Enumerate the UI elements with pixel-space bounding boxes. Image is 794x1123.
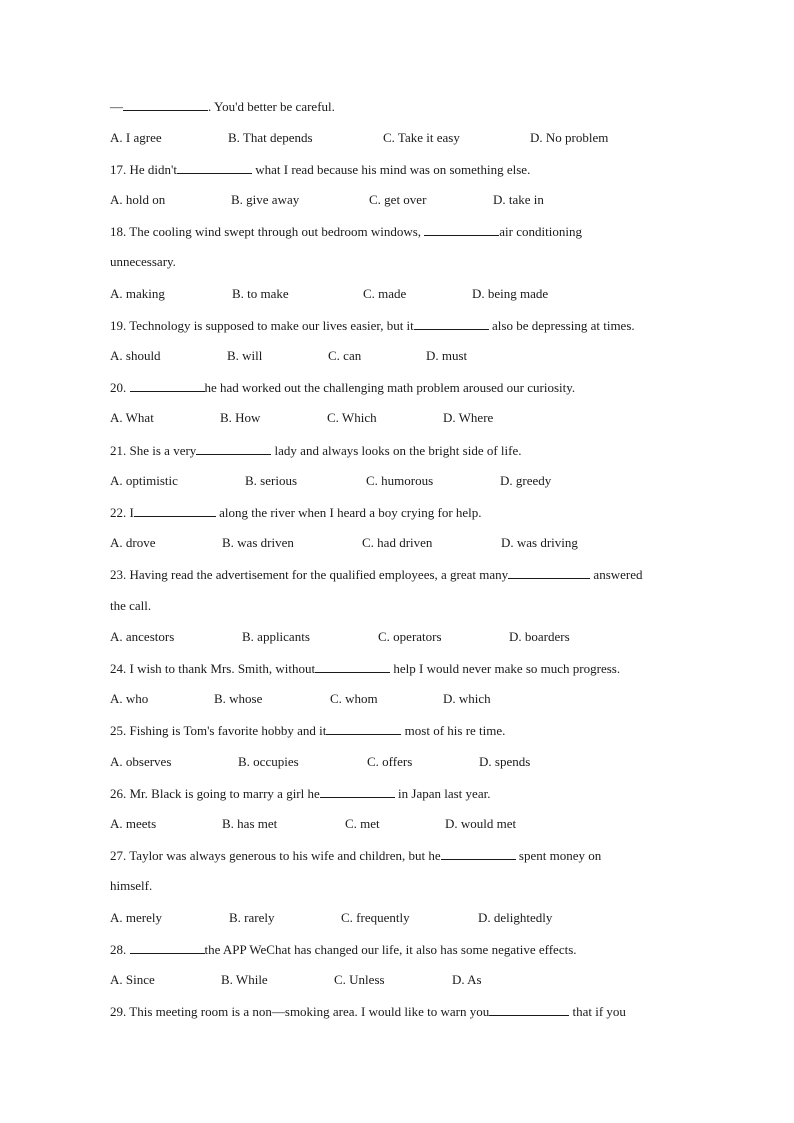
option-a[interactable]: A. observes [110, 754, 172, 769]
q28-text-after: the APP WeChat has changed our life, it also has some negative effects. [204, 942, 577, 957]
answer-blank[interactable] [424, 223, 499, 236]
answer-blank[interactable] [315, 660, 390, 673]
option-c[interactable]: C. frequently [341, 910, 410, 925]
q24-stem [110, 660, 620, 677]
option-d[interactable]: D. boarders [509, 629, 570, 644]
option-d[interactable]: D. which [443, 691, 491, 706]
option-c[interactable]: C. operators [378, 629, 442, 644]
option-c[interactable]: C. can [328, 348, 362, 363]
option-b[interactable]: B. serious [245, 473, 297, 488]
answer-blank[interactable] [489, 1003, 569, 1016]
q19-text-after: also be depressing at times. [488, 318, 635, 333]
option-a[interactable]: A. optimistic [110, 473, 178, 488]
option-b[interactable]: B. That depends [228, 130, 313, 145]
q18-stem [110, 223, 582, 240]
q27-text-after: spent money on [515, 848, 602, 863]
option-a[interactable]: A. What [110, 410, 154, 425]
q22-text-before: 22. I [110, 505, 134, 520]
option-a[interactable]: A. I agree [110, 130, 162, 145]
option-a[interactable]: A. who [110, 691, 149, 706]
q18-text-after: air conditioning [499, 224, 582, 239]
q16-text: . You'd better be careful. [208, 99, 335, 114]
q29-text-before: 29. This meeting room is a non—smoking area. I would like to warn you [110, 1004, 490, 1019]
option-c[interactable]: C. offers [367, 754, 413, 769]
option-d[interactable]: D. spends [479, 754, 531, 769]
option-b[interactable]: B. rarely [229, 910, 275, 925]
q18-stem-cont: unnecessary. [110, 254, 176, 269]
answer-blank[interactable] [441, 847, 516, 860]
answer-blank[interactable] [130, 379, 205, 392]
q25-text-before: 25. Fishing is Tom's favorite hobby and it [110, 723, 327, 738]
q28-text-before: 28. [110, 942, 130, 957]
q21-stem [110, 442, 522, 459]
option-d[interactable]: D. take in [493, 192, 544, 207]
option-c[interactable]: C. made [363, 286, 407, 301]
answer-blank[interactable] [196, 442, 271, 455]
q27-stem-cont: himself. [110, 878, 153, 893]
option-d[interactable]: D. being made [472, 286, 549, 301]
option-a[interactable]: A. making [110, 286, 165, 301]
option-c[interactable]: C. Which [327, 410, 377, 425]
q28-stem [110, 941, 577, 958]
q25-text-after: most of his re time. [401, 723, 506, 738]
answer-blank[interactable] [414, 317, 489, 330]
q23-stem-cont: the call. [110, 598, 152, 613]
option-c[interactable]: C. Unless [334, 972, 385, 987]
q17-stem [110, 161, 530, 178]
option-d[interactable]: D. greedy [500, 473, 552, 488]
q26-text-after: in Japan last year. [394, 786, 491, 801]
q23-stem [110, 566, 643, 583]
option-a[interactable]: A. meets [110, 816, 157, 831]
q25-stem [110, 722, 505, 739]
option-b[interactable]: B. occupies [238, 754, 299, 769]
option-a[interactable]: A. merely [110, 910, 162, 925]
option-d[interactable]: D. delightedly [478, 910, 553, 925]
q29-stem [110, 1003, 626, 1020]
q22-stem [110, 504, 482, 521]
option-b[interactable]: B. applicants [242, 629, 310, 644]
q26-stem [110, 785, 490, 802]
option-a[interactable]: A. should [110, 348, 161, 363]
q29-text-after: that if you [569, 1004, 626, 1019]
answer-blank[interactable] [320, 785, 395, 798]
q16-stem [110, 98, 335, 115]
q27-text-before: 27. Taylor was always generous to his wife and children, but he [110, 848, 441, 863]
option-d[interactable]: D. As [452, 972, 482, 987]
answer-blank[interactable] [123, 98, 208, 111]
q19-text-before: 19. Technology is supposed to make our lives easier, but it [110, 318, 414, 333]
q19-stem [110, 317, 635, 334]
option-c[interactable]: C. get over [369, 192, 427, 207]
option-b[interactable]: B. whose [214, 691, 263, 706]
option-b[interactable]: B. has met [222, 816, 278, 831]
q23-text-after: answered [590, 567, 643, 582]
option-a[interactable]: A. hold on [110, 192, 166, 207]
option-d[interactable]: D. must [426, 348, 468, 363]
option-b[interactable]: B. will [227, 348, 263, 363]
option-b[interactable]: B. to make [232, 286, 289, 301]
option-c[interactable]: C. met [345, 816, 380, 831]
q20-text-after: he had worked out the challenging math problem aroused our curiosity. [204, 380, 576, 395]
option-d[interactable]: D. Where [443, 410, 494, 425]
q22-text-after: along the river when I heard a boy crying for help. [215, 505, 482, 520]
q16-dash: — [110, 99, 123, 114]
q18-text-before: 18. The cooling wind swept through out bedroom windows, [110, 224, 425, 239]
option-c[interactable]: C. humorous [366, 473, 434, 488]
answer-blank[interactable] [130, 941, 205, 954]
option-a[interactable]: A. Since [110, 972, 155, 987]
option-b[interactable]: B. was driven [222, 535, 294, 550]
q17-text-after: what I read because his mind was on something else. [251, 162, 531, 177]
option-d[interactable]: D. was driving [501, 535, 578, 550]
answer-blank[interactable] [134, 504, 216, 517]
q26-text-before: 26. Mr. Black is going to marry a girl he [110, 786, 320, 801]
q23-text-before: 23. Having read the advertisement for the qualified employees, a great many [110, 567, 509, 582]
answer-blank[interactable] [177, 161, 252, 174]
option-b[interactable]: B. give away [231, 192, 300, 207]
q20-text-before: 20. [110, 380, 130, 395]
q24-text-after: help I would never make so much progress. [390, 661, 621, 676]
option-b[interactable]: B. While [221, 972, 268, 987]
option-d[interactable]: D. No problem [530, 130, 609, 145]
option-c[interactable]: C. Take it easy [383, 130, 460, 145]
option-a[interactable]: A. ancestors [110, 629, 175, 644]
option-c[interactable]: C. had driven [362, 535, 433, 550]
option-a[interactable]: A. drove [110, 535, 156, 550]
option-c[interactable]: C. whom [330, 691, 378, 706]
answer-blank[interactable] [326, 722, 401, 735]
q21-text-after: lady and always looks on the bright side of life. [271, 443, 522, 458]
q20-stem [110, 379, 575, 396]
q27-stem [110, 847, 601, 864]
answer-blank[interactable] [508, 566, 590, 579]
option-d[interactable]: D. would met [445, 816, 517, 831]
q24-text-before: 24. I wish to thank Mrs. Smith, without [110, 661, 316, 676]
option-b[interactable]: B. How [220, 410, 261, 425]
q21-text-before: 21. She is a very [110, 443, 197, 458]
q17-text-before: 17. He didn't [110, 162, 177, 177]
